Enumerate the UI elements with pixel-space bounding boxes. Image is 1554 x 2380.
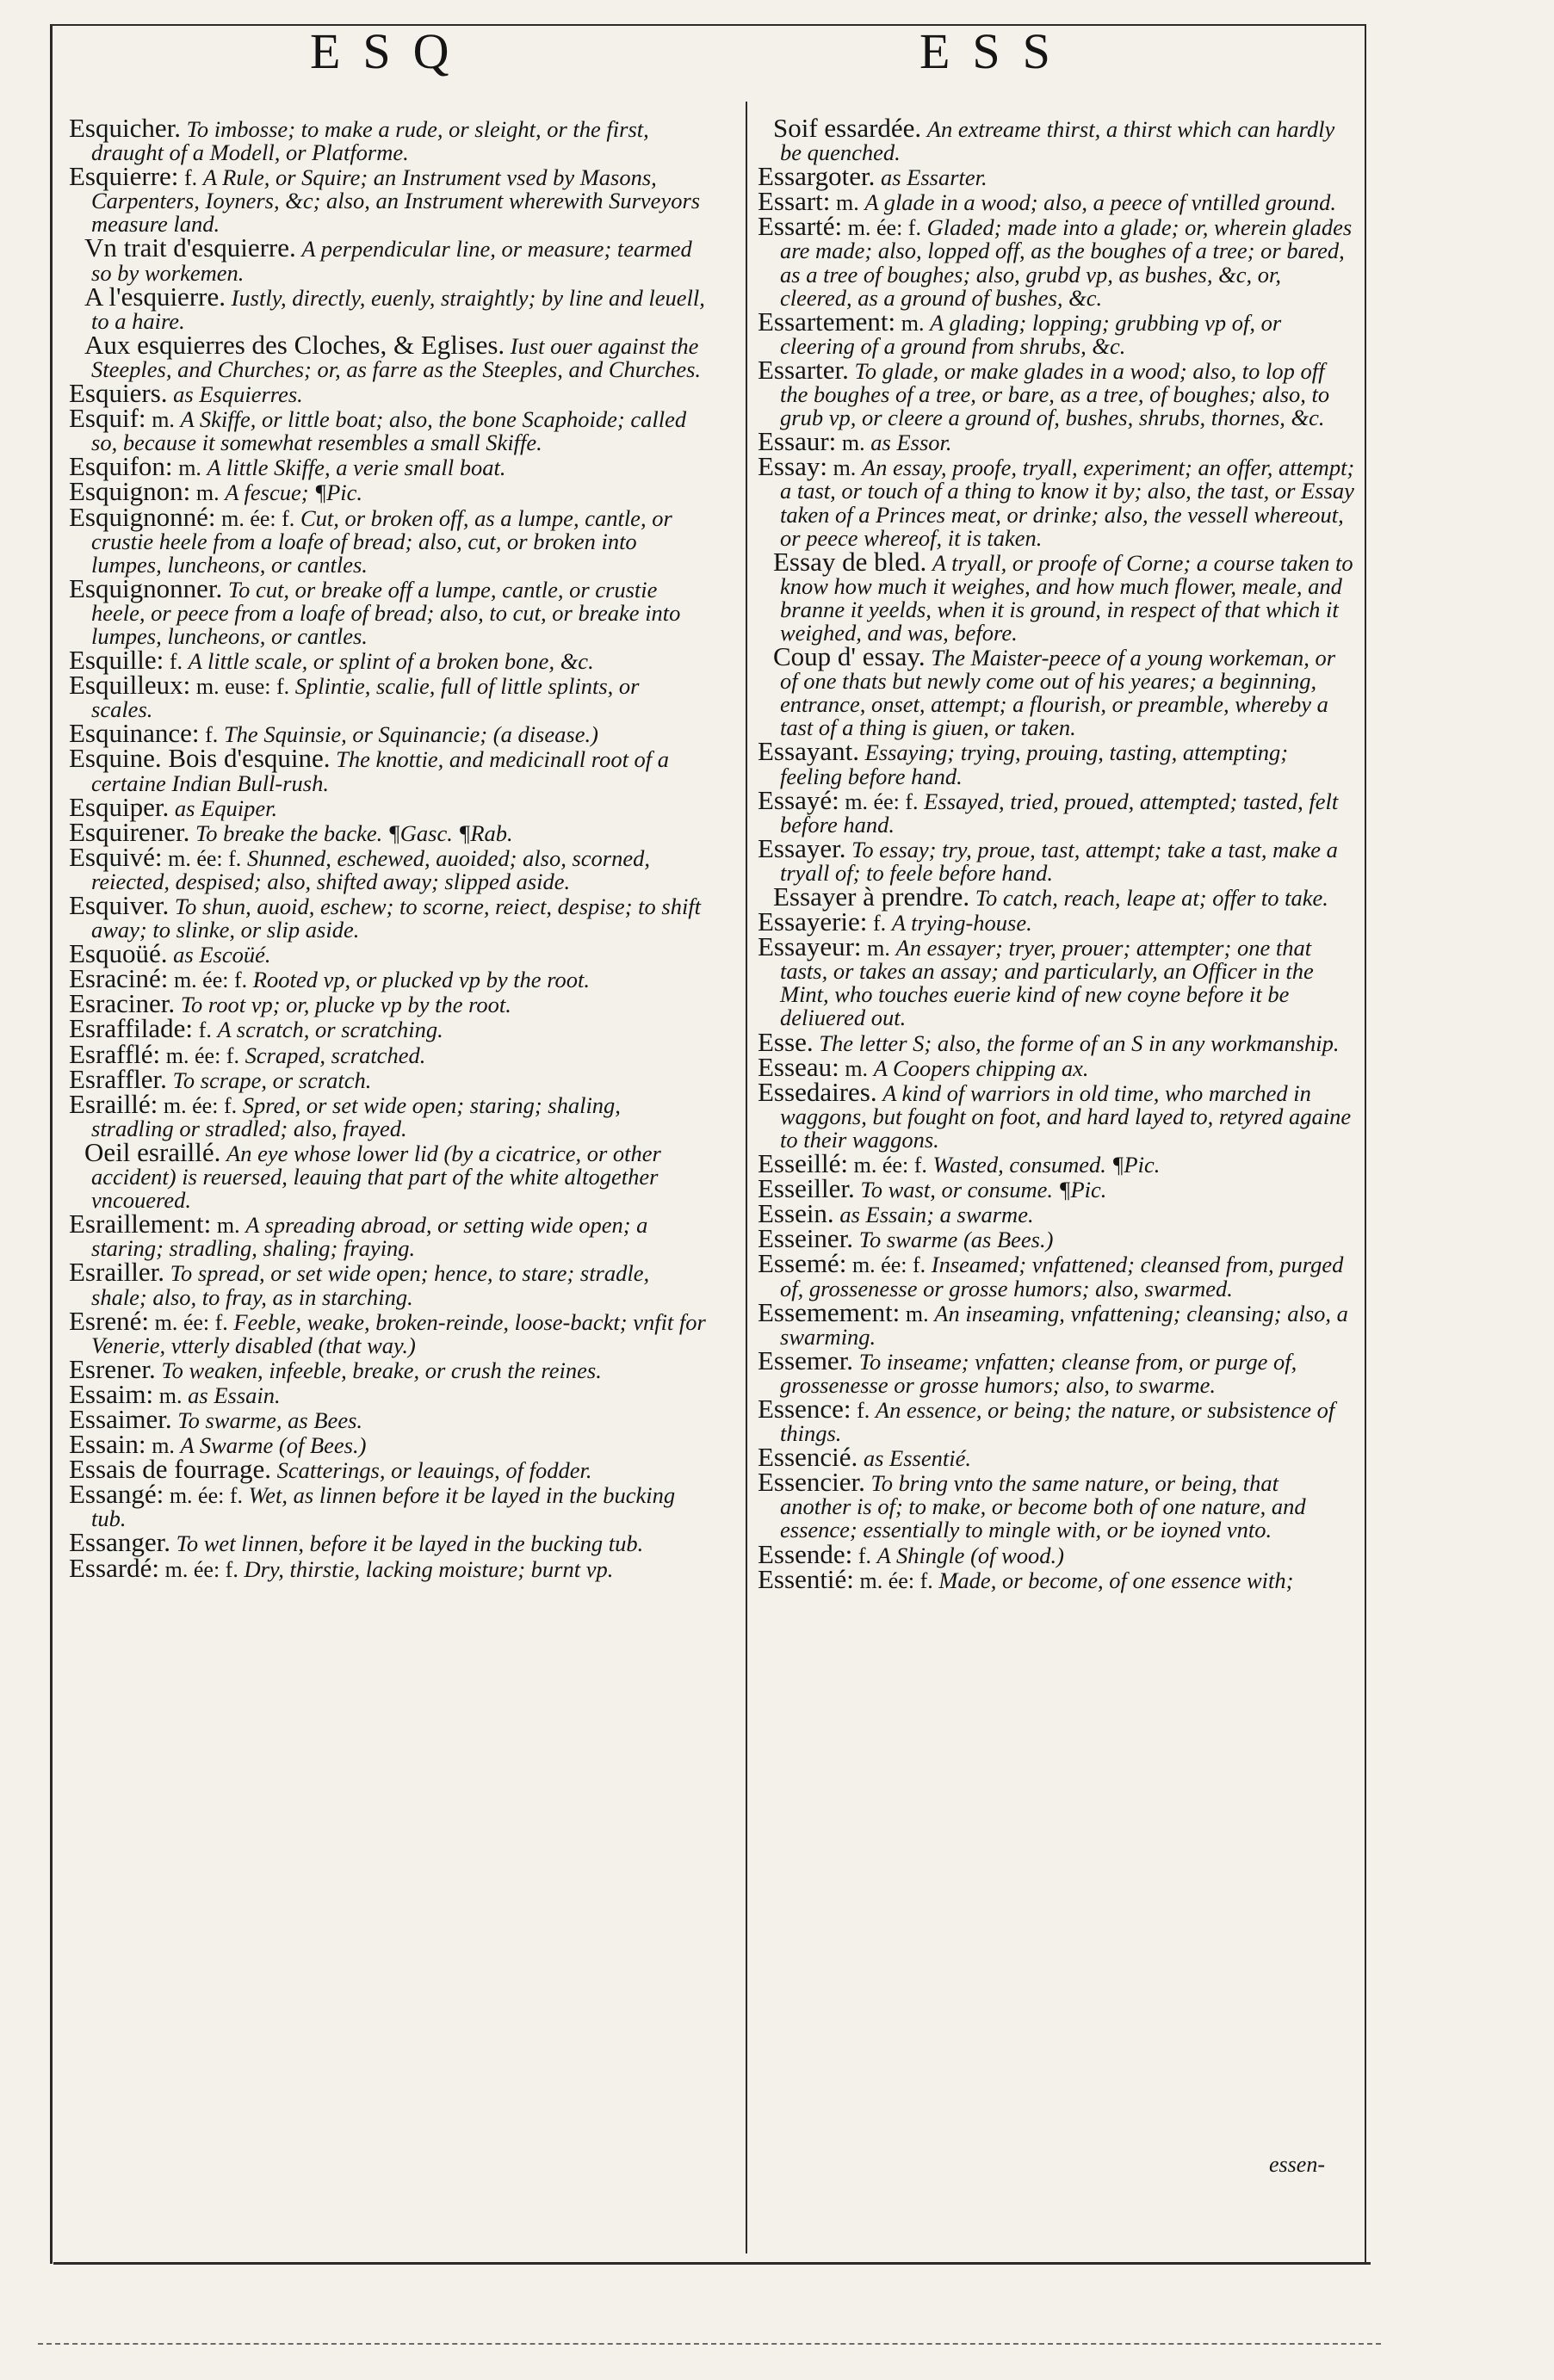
headword: Esquiers. — [69, 378, 168, 409]
grammar-note: m. ée: f. — [851, 1252, 926, 1278]
headword: Essemer. — [758, 1345, 854, 1375]
headword: Essaimer. — [69, 1403, 172, 1434]
headword: Esrené: — [69, 1305, 149, 1336]
headword: Esseiller. — [758, 1173, 855, 1204]
dictionary-entry — [758, 1393, 1355, 1447]
headword: Esquirener. — [69, 816, 190, 847]
headword: Essayer à prendre. — [773, 881, 970, 912]
dictionary-entry — [758, 161, 1355, 192]
definition: The Maister-peece of a young workeman, or of one thats but newly come out of his yeares; a beginning, entrance, onset, attempt; a flourish, or preamble, whereby a tast of a thing is giuen, or taken. — [780, 645, 1336, 741]
dictionary-entry — [758, 1076, 1355, 1153]
dictionary-entry — [758, 1467, 1355, 1543]
dictionary-entry — [69, 1527, 706, 1558]
grammar-note: m. ée: f. — [847, 215, 921, 241]
headword: Essarter. — [758, 354, 849, 385]
definition: To inseame; vnfatten; cleanse from, or purge of, grossenesse or grosse humors; also, to swarme. — [780, 1348, 1297, 1398]
headword: Essartement: — [758, 306, 896, 337]
dictionary-entry — [69, 161, 706, 238]
definition: The letter S; also, the forme of an S in any workmanship. — [819, 1029, 1340, 1056]
definition: To glade, or make glades in a wood; also, to lop off the boughes of a tree, or bare, as a tree, of boughes; also, to grub vp, or cleere a ground of, bushes, shrubs, thornes, &c. — [780, 357, 1330, 431]
definition: Shunned, eschewed, auoided; also, scorned, reiected, despised; also, shifted away; slipped aside. — [91, 844, 651, 894]
headword: Essencié. — [758, 1442, 858, 1473]
definition: Iust ouer against the Steeples, and Churches; or, as farre as the Steeples, and Churches. — [91, 332, 702, 382]
headword: Essaim: — [69, 1378, 154, 1409]
dictionary-entry — [758, 113, 1355, 166]
right-column — [758, 113, 1355, 1594]
headword: Essarté: — [758, 211, 843, 242]
grammar-note: f. — [198, 1017, 212, 1043]
grammar-note: m. ée: f. — [164, 1556, 238, 1582]
grammar-note: m. — [158, 1382, 183, 1408]
dictionary-entry — [758, 1296, 1355, 1350]
definition: To swarme (as Bees.) — [858, 1227, 1054, 1253]
headword: Essayer. — [758, 832, 846, 863]
grammar-note: f. — [205, 722, 219, 748]
definition: To scrape, or scratch. — [172, 1066, 372, 1093]
dictionary-entry — [69, 1257, 706, 1310]
headword: Esquiver. — [69, 890, 170, 920]
dictionary-entry — [758, 1223, 1355, 1254]
running-head-right: ESS — [919, 23, 1073, 79]
definition: Inseamed; vnfattened; cleansed from, purged of, grossenesse or grosse humors; also, swarmed. — [780, 1252, 1344, 1301]
definition: Scatterings, or leauings, of fodder. — [276, 1457, 592, 1484]
headword: Essayé: — [758, 784, 839, 815]
definition: Cut, or broken off, as a lumpe, cantle, or crustie heele from a loafe of bread; also, cut, or broken into lumpes, luncheons, or cantles. — [91, 504, 672, 578]
headword: Essaur: — [758, 426, 837, 457]
grammar-note: m. ée: f. — [173, 967, 248, 993]
footer-rule — [38, 2343, 1381, 2345]
headword: Esquoüé. — [69, 938, 168, 969]
definition: An eye whose lower lid (by a cicatrice, or other accident) is reuersed, leauing that part of the white altogether vncouered. — [91, 1140, 661, 1214]
definition: Wasted, consumed. ¶Pic. — [932, 1152, 1161, 1178]
headword: Esquille: — [69, 645, 164, 676]
headword: Essain: — [69, 1429, 146, 1460]
headword: Esraillement: — [69, 1209, 212, 1239]
dictionary-entry — [758, 211, 1355, 311]
headword: Esraffler. — [69, 1063, 167, 1094]
headword: Oeil esraillé. — [84, 1136, 221, 1167]
headword: Essence: — [758, 1393, 851, 1424]
definition: as Esquierres. — [173, 381, 303, 408]
definition: An essay, proofe, tryall, experiment; an offer, attempt; a tast, or touch of a thing to know it by; also, the tast, or Essay taken of a Princes meat, or drinke; also, the vessell whereout, or peece whereof, it is taken. — [780, 454, 1355, 551]
dictionary-entry — [758, 1248, 1355, 1301]
headword: Essayeur: — [758, 931, 862, 962]
definition: A spreading abroad, or setting wide open; a staring; stradling, shaling; fraying. — [91, 1212, 648, 1262]
grammar-note: f. — [169, 649, 183, 675]
headword: Esraillé: — [69, 1088, 158, 1119]
dictionary-entry — [69, 501, 706, 578]
grammar-note: m. — [845, 1055, 869, 1081]
grammar-note: m. ée: f. — [165, 1042, 239, 1068]
headword: Esquif: — [69, 403, 146, 434]
headword: Esrailler. — [69, 1257, 165, 1288]
definition: A perpendicular line, or measure; tearmed so by workemen. — [91, 236, 692, 286]
definition: as Equiper. — [174, 794, 278, 821]
definition: A Shingle (of wood.) — [876, 1542, 1065, 1568]
definition: A Skiffe, or little boat; also, the bone Scaphoide; called so, because it somewhat resembles a small Skiffe. — [91, 406, 687, 456]
dictionary-entry — [69, 378, 706, 409]
definition: as Escoüé. — [173, 942, 271, 968]
headword: Esrafflé: — [69, 1038, 161, 1069]
dictionary-entry — [758, 641, 1355, 741]
headword: Esseau: — [758, 1051, 839, 1082]
headword: Essencier. — [758, 1467, 865, 1498]
headword: Soif essardée. — [773, 113, 922, 143]
definition: Feeble, weake, broken-reinde, loose-backt; vnfit for Venerie, vtterly disabled (that way.) — [91, 1308, 706, 1358]
headword: Esquivé: — [69, 841, 163, 872]
grammar-note: m. ée: f. — [154, 1309, 228, 1335]
definition: Essayed, tried, proued, attempted; tasted, felt before hand. — [780, 788, 1339, 838]
definition: The knottie, and medicinall root of a certaine Indian Bull-rush. — [91, 746, 670, 796]
dictionary-entry — [69, 113, 706, 166]
definition: To swarme, as Bees. — [177, 1406, 363, 1433]
definition: An essence, or being; the nature, or subsistence of things. — [780, 1396, 1335, 1447]
headword: Essay: — [758, 451, 827, 482]
grammar-note: m. ée: f. — [163, 1092, 238, 1118]
dictionary-entry — [69, 232, 706, 286]
running-head-left: ESQ — [310, 23, 472, 79]
headword: Esse. — [758, 1026, 814, 1057]
dictionary-entry — [69, 1454, 706, 1485]
headword: Essayerie: — [758, 906, 868, 937]
headword: A l'esquierre. — [84, 281, 226, 312]
definition: An extreame thirst, a thirst which can hardly be quenched. — [780, 116, 1335, 166]
definition: A little scale, or splint of a broken bone, &c. — [188, 648, 594, 675]
dictionary-entry — [69, 1209, 706, 1262]
grammar-note: f. — [857, 1542, 871, 1568]
grammar-note: m. — [152, 407, 175, 433]
definition: To weaken, infeeble, breake, or crush the reines. — [161, 1357, 602, 1383]
grammar-note: m. ée: f. — [169, 1483, 244, 1509]
dictionary-entry — [69, 816, 706, 847]
definition: To catch, reach, leape at; offer to take. — [975, 885, 1328, 911]
definition: Gladed; made into a glade; or, wherein glades are made; also, lopped off, as the boughes of a tree; or bared, as a tree of boughes; also, grubd vp, as bushes, &c, or, cleered, as a ground of bushes, &c. — [780, 214, 1353, 311]
headword: Essemement: — [758, 1296, 901, 1327]
grammar-note: m. — [216, 1213, 240, 1239]
definition: A trying-house. — [891, 910, 1032, 937]
headword: Vn trait d'esquierre. — [84, 232, 296, 263]
definition: To cut, or breake off a lumpe, cantle, or crustie heele, or peece from a loafe of bread; also, to cut, or breake into lumpes, luncheons, or cantles. — [91, 576, 681, 649]
headword: Essay de bled. — [773, 546, 927, 577]
dictionary-entry — [69, 1063, 706, 1094]
grammar-note: m. — [905, 1301, 929, 1326]
headword: Essayant. — [758, 736, 859, 767]
headword: Essargoter. — [758, 161, 876, 192]
headword: Esseiner. — [758, 1223, 854, 1254]
grammar-note: m. — [833, 455, 857, 481]
dictionary-entry — [69, 1353, 706, 1384]
grammar-note: m. — [901, 310, 925, 336]
dictionary-entry — [758, 1026, 1355, 1057]
definition: To bring vnto the same nature, or being, that another is of; to make, or become both of one nature, and essence; essentially to mingle with, or be ioyned vnto. — [780, 1470, 1306, 1543]
headword: Coup d' essay. — [773, 641, 926, 672]
definition: Spred, or set wide open; staring; shaling, stradling or stradled; also, frayed. — [91, 1091, 621, 1141]
headword: Esrener. — [69, 1353, 156, 1384]
dictionary-entry — [69, 670, 706, 723]
definition: Made, or become, of one essence with; — [938, 1567, 1294, 1593]
headword: Essentié: — [758, 1563, 854, 1594]
grammar-note: m. ée: f. — [845, 788, 919, 814]
definition: To breake the backe. ¶Gasc. ¶Rab. — [195, 819, 513, 846]
headword: Esraciner. — [69, 988, 176, 1019]
definition: as Essentié. — [863, 1445, 971, 1472]
bottom-rule — [53, 2262, 1371, 2265]
headword: Esquicher. — [69, 113, 181, 143]
grammar-note: m. ée: f. — [221, 505, 295, 531]
definition: To root vp; or, plucke vp by the root. — [180, 992, 511, 1018]
definition: Wet, as linnen before it be layed in the bucking tub. — [91, 1482, 676, 1532]
dictionary-entry — [69, 1403, 706, 1434]
definition: A Swarme (of Bees.) — [180, 1432, 367, 1459]
grammar-note: m. ée: f. — [853, 1153, 927, 1178]
dictionary-entry — [758, 306, 1355, 359]
dictionary-entry — [69, 1136, 706, 1214]
grammar-note: m. ée: f. — [168, 845, 242, 871]
headword: Esquinance: — [69, 718, 200, 749]
headword: Essardé: — [69, 1552, 160, 1583]
grammar-note: f. — [873, 911, 887, 937]
definition: Scraped, scratched. — [245, 1042, 426, 1068]
headword: Essende: — [758, 1538, 853, 1569]
definition: To wast, or consume. ¶Pic. — [860, 1177, 1107, 1203]
dictionary-entry — [69, 1088, 706, 1141]
headword: Esquierre: — [69, 161, 179, 192]
dictionary-entry — [69, 841, 706, 894]
definition: An inseaming, vnfattening; cleansing; also, a swarming. — [780, 1300, 1348, 1350]
grammar-note: f. — [184, 165, 198, 191]
headword: Esquine. Bois d'esquine. — [69, 743, 331, 774]
definition: To imbosse; to make a rude, or sleight, or the first, draught of a Modell, or Platforme. — [91, 116, 649, 166]
dictionary-entry — [758, 1173, 1355, 1204]
dictionary-entry — [69, 281, 706, 334]
dictionary-entry — [69, 1479, 706, 1532]
dictionary-entry — [69, 1013, 706, 1044]
dictionary-entry — [758, 546, 1355, 646]
grammar-note: m. — [841, 430, 865, 456]
dictionary-entry — [758, 832, 1355, 886]
definition: A glading; lopping; grubbing vp of, or cleering of a ground from shrubs, &c. — [780, 309, 1282, 359]
dictionary-entry — [758, 784, 1355, 838]
definition: Dry, thirstie, lacking moisture; burnt vp. — [244, 1555, 614, 1582]
definition: A Rule, or Squire; an Instrument vsed by Masons, Carpenters, Ioyners, &c; also, an Instrument wherewith Surveyors measure land. — [91, 164, 701, 238]
dictionary-entry — [69, 1552, 706, 1583]
definition: An essayer; tryer, prouer; attempter; one that tasts, or takes an assay; and particularly, an Officer in the Mint, who touches euerie kind of new coyne before it be deliuered out. — [780, 935, 1314, 1031]
definition: A fescue; ¶Pic. — [225, 479, 363, 506]
grammar-note: f. — [857, 1397, 870, 1423]
headword: Aux esquierres des Cloches, & Eglises. — [84, 329, 505, 360]
dictionary-entry — [758, 736, 1355, 789]
dictionary-entry — [69, 743, 706, 796]
definition: A little Skiffe, a verie small boat. — [207, 454, 506, 481]
definition: A scratch, or scratching. — [217, 1017, 443, 1043]
dictionary-entry — [758, 1563, 1355, 1594]
grammar-note: m. ée: f. — [859, 1567, 933, 1593]
headword: Essein. — [758, 1198, 834, 1229]
dictionary-entry — [758, 931, 1355, 1031]
headword: Esquignonné: — [69, 501, 216, 532]
left-column — [69, 113, 706, 1583]
dictionary-entry — [69, 572, 706, 649]
headword: Essangé: — [69, 1479, 164, 1510]
grammar-note: m. — [836, 190, 859, 216]
grammar-note: m. — [195, 480, 220, 506]
headword: Esraffilade: — [69, 1013, 194, 1044]
dictionary-entry — [758, 186, 1355, 217]
definition: To shun, auoid, eschew; to scorne, reiect, despise; to shift away; to slinke, or slip aside. — [91, 893, 702, 943]
headword: Esquignon: — [69, 476, 191, 507]
grammar-note: m. euse: f. — [195, 674, 290, 700]
definition: Essaying; trying, prouing, tasting, attempting; feeling before hand. — [780, 739, 1289, 789]
headword: Esraciné: — [69, 963, 169, 994]
definition: as Essor. — [870, 430, 952, 456]
definition: Splintie, scalie, full of little splints, or scales. — [91, 673, 640, 723]
grammar-note: m. — [867, 936, 890, 961]
dictionary-entry — [758, 1345, 1355, 1398]
headword: Essemé: — [758, 1248, 847, 1279]
definition: A Coopers chipping ax. — [873, 1054, 1089, 1081]
definition: The Squinsie, or Squinancie; (a disease.) — [223, 721, 598, 748]
headword: Esquignonner. — [69, 572, 223, 603]
column-divider — [746, 102, 747, 2253]
definition: To wet linnen, before it be layed in the bucking tub. — [176, 1530, 644, 1557]
grammar-note: m. — [152, 1433, 175, 1459]
definition: as Essain. — [188, 1382, 281, 1408]
dictionary-entry — [69, 890, 706, 943]
headword: Essedaires. — [758, 1076, 877, 1107]
headword: Esseillé: — [758, 1148, 849, 1179]
dictionary-entry — [69, 329, 706, 382]
grammar-note: m. — [178, 455, 201, 481]
definition: A kind of warriors in old time, who marched in waggons, but fought on foot, and hard layed to, retyred againe to their waggons. — [780, 1079, 1352, 1153]
headword: Essanger. — [69, 1527, 170, 1558]
definition: To spread, or set wide open; hence, to stare; stradle, shale; also, to fray, as in starching. — [91, 1260, 650, 1310]
dictionary-entry — [758, 451, 1355, 551]
dictionary-entry — [758, 354, 1355, 431]
definition: as Essarter. — [880, 164, 988, 191]
dictionary-entry — [69, 403, 706, 456]
definition: as Essain; a swarme. — [839, 1202, 1034, 1228]
catchword: essen- — [1269, 2152, 1325, 2177]
headword: Esquiper. — [69, 791, 170, 822]
definition: Rooted vp, or plucked vp by the root. — [252, 967, 591, 993]
headword: Esquifon: — [69, 451, 173, 482]
definition: A glade in a wood; also, a peece of vntilled ground. — [864, 189, 1336, 216]
headword: Esquilleux: — [69, 670, 191, 701]
dictionary-entry — [758, 426, 1355, 457]
definition: A tryall, or proofe of Corne; a course taken to know how much it weighes, and how much flower, meale, and branne it yeelds, when it is ground, in respect of that which it weighed, and was, before. — [780, 549, 1353, 646]
headword: Essais de fourrage. — [69, 1454, 271, 1485]
definition: To essay; try, proue, tast, attempt; take a tast, make a tryall of; to feele before hand. — [780, 836, 1338, 886]
dictionary-entry — [69, 1305, 706, 1358]
definition: Iustly, directly, euenly, straightly; by line and leuell, to a haire. — [91, 284, 705, 334]
headword: Essart: — [758, 186, 831, 217]
